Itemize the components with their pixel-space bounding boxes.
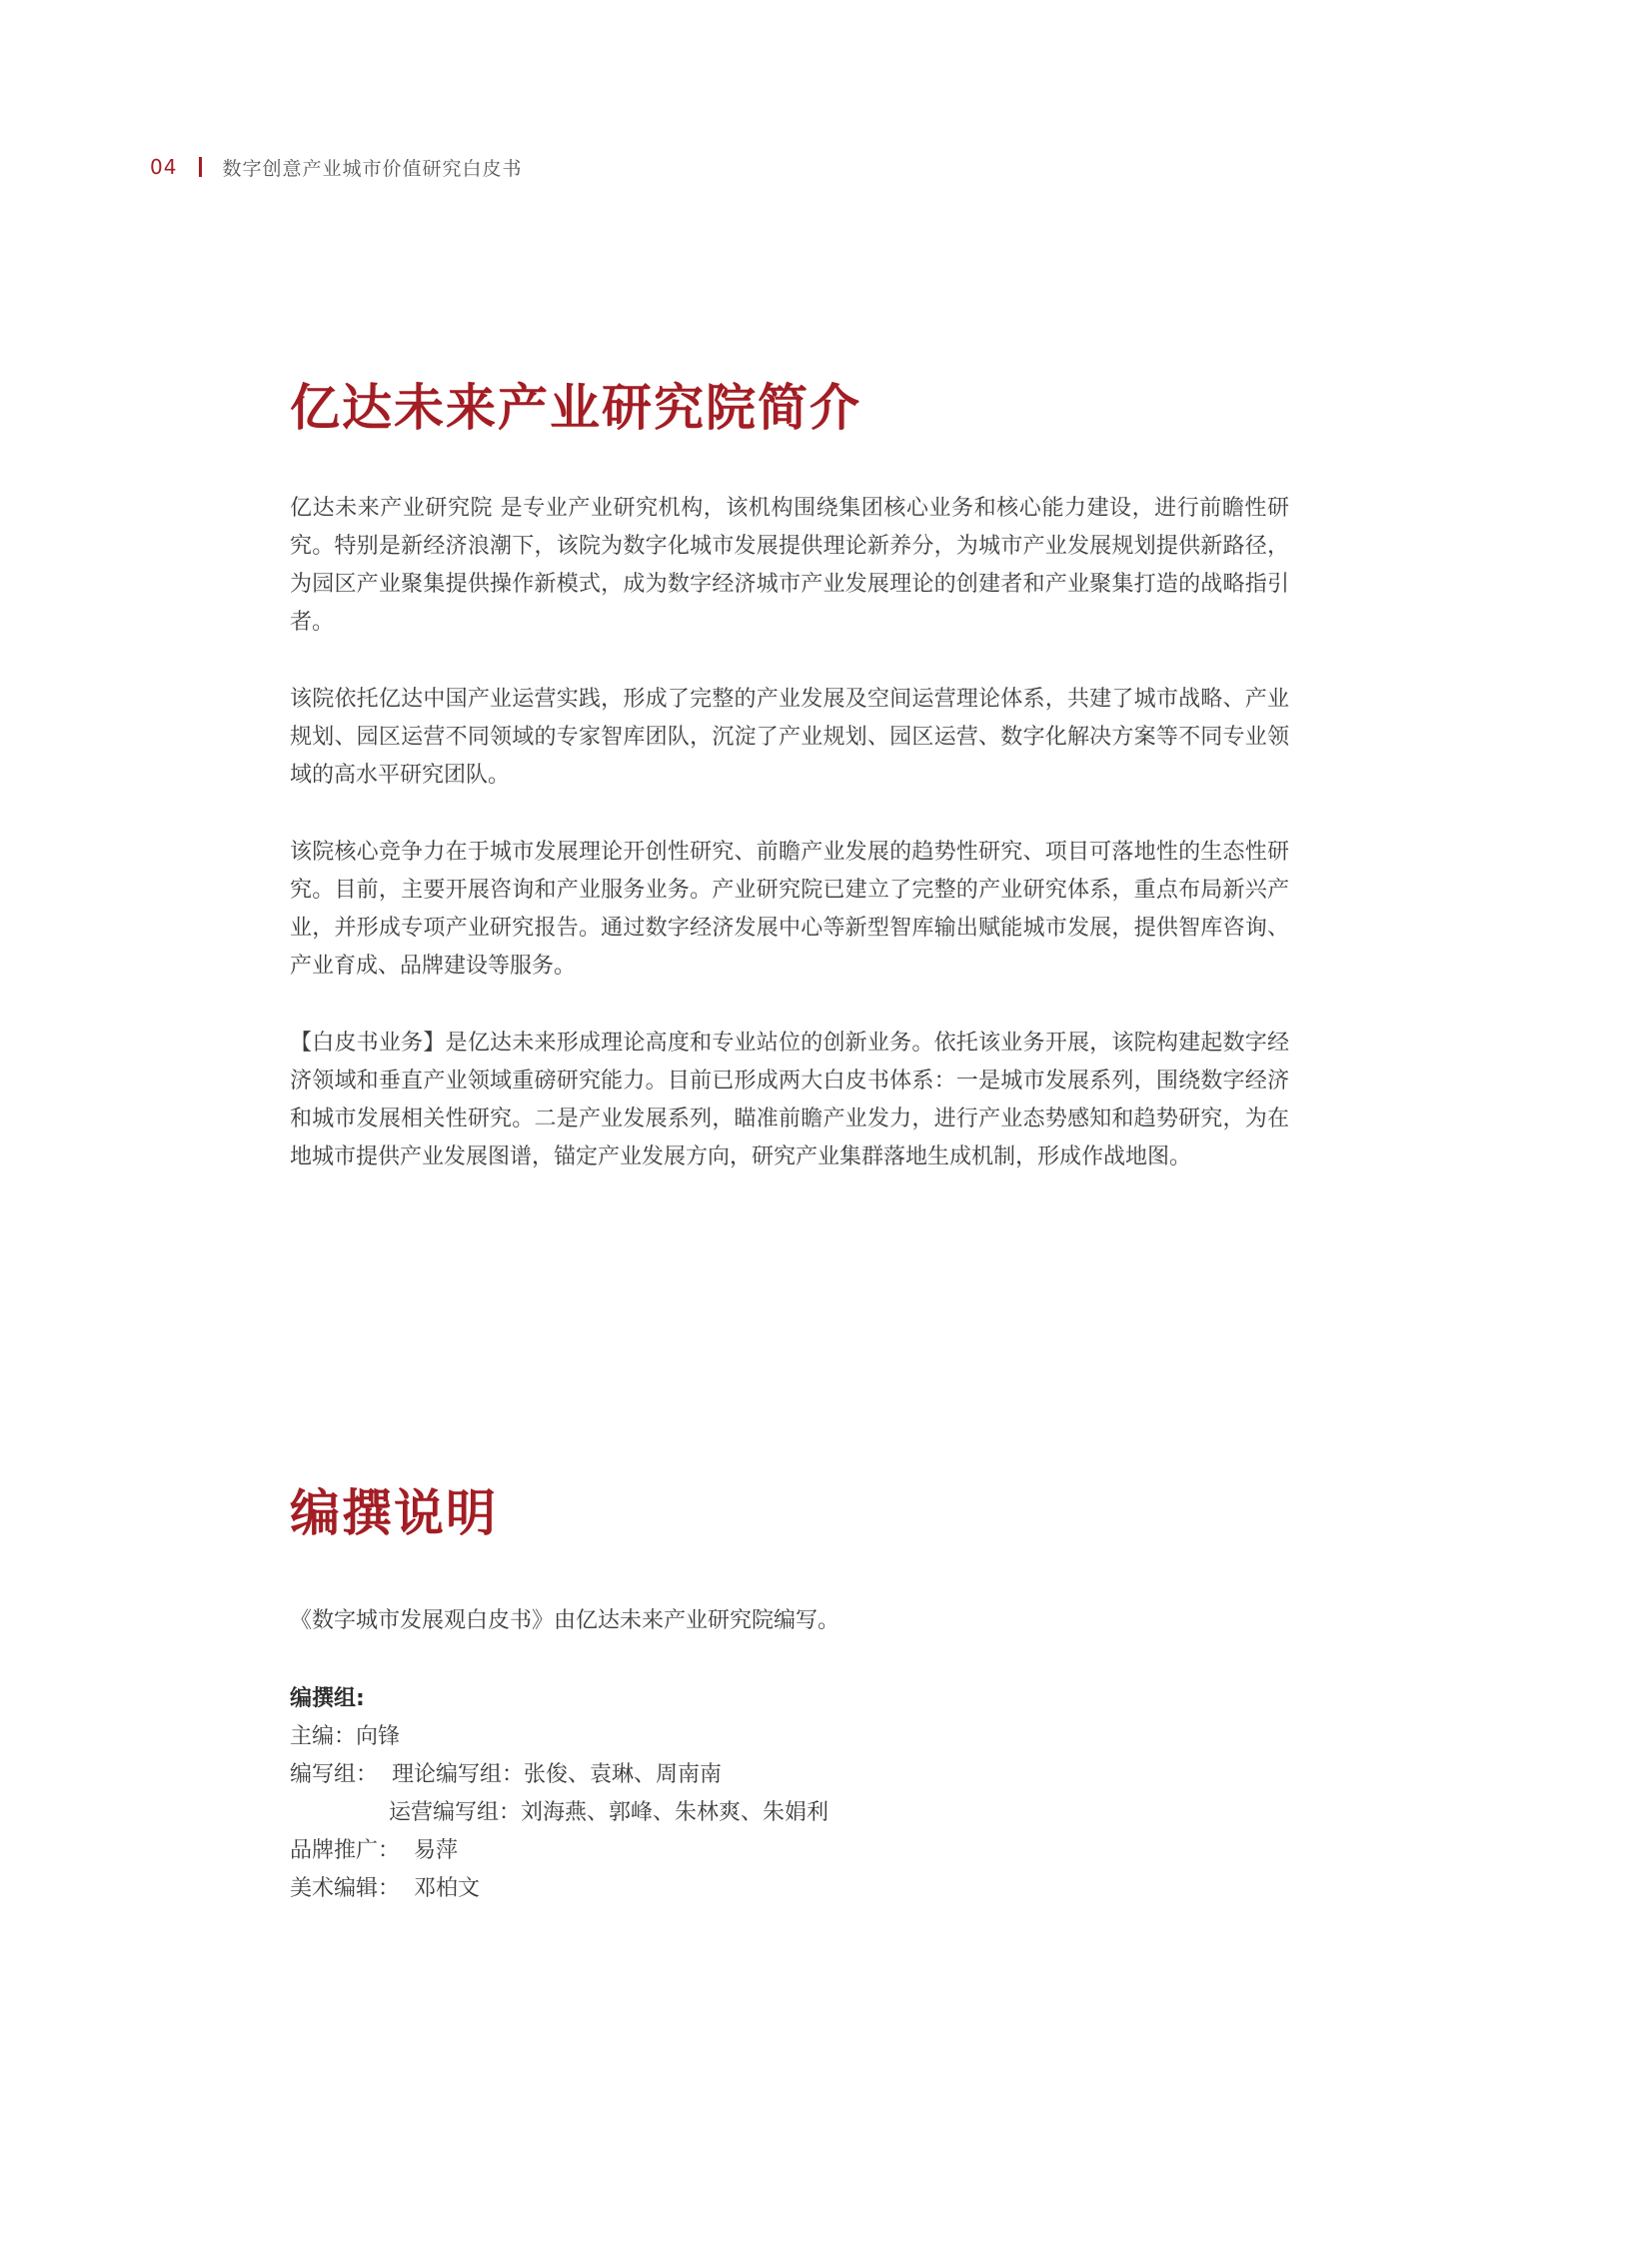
chief-editor-line: 主编：向锋: [290, 1724, 401, 1749]
writing-group-line: 编写组： 理论编写组：张俊、袁琳、周南南: [290, 1762, 722, 1787]
credits-list: [290, 1680, 1289, 1908]
page-number: 04: [150, 155, 178, 179]
operations-group-line: 运营编写组：刘海燕、郭峰、朱林爽、朱娟利: [389, 1800, 829, 1825]
credits-title: 编撰说明: [290, 1484, 498, 1542]
running-header: [150, 152, 522, 182]
intro-section: [290, 376, 1289, 1215]
header-divider: [199, 157, 202, 177]
intro-paragraph-4: 【白皮书业务】是亿达未来形成理论高度和专业站位的创新业务。依托该业务开展，该院构建起数字经济领域和垂直产业领域重磅研究能力。目前已形成两大白皮书体系：一是城市发展系列，围绕数字经济和城市发展相关性研究。二是产业发展系列，瞄准前瞻产业发力，进行产业态势感知和趋势研究，为在地城市提供产业发展图谱，锚定产业发展方向，研究产业集群落地生成机制，形成作战地图。: [290, 1031, 1289, 1169]
art-editor-line: 美术编辑： 邓柏文: [290, 1876, 480, 1901]
document-title: 数字创意产业城市价值研究白皮书: [222, 157, 523, 180]
intro-title: 亿达未来产业研究院简介: [290, 379, 861, 437]
editorial-group-heading: 编撰组:: [290, 1686, 365, 1711]
credits-lead: 《数字城市发展观白皮书》由亿达未来产业研究院编写。: [290, 1608, 840, 1633]
credits-section: [290, 1481, 1289, 1908]
intro-paragraph-3: 该院核心竞争力在于城市发展理论开创性研究、前瞻产业发展的趋势性研究、项目可落地性的生态性研究。目前，主要开展咨询和产业服务业务。产业研究院已建立了完整的产业研究体系，重点布局新兴产业，并形成专项产业研究报告。通过数字经济发展中心等新型智库输出赋能城市发展，提供智库咨询、产业育成、品牌建设等服务。: [290, 840, 1289, 979]
intro-paragraph-1: 亿达未来产业研究院 是专业产业研究机构，该机构围绕集团核心业务和核心能力建设，进行前瞻性研究。特别是新经济浪潮下，该院为数字化城市发展提供理论新养分，为城市产业发展规划提供新路径，为园区产业聚集提供操作新模式，成为数字经济城市产业发展理论的创建者和产业聚集打造的战略指引者。: [290, 496, 1289, 635]
brand-promotion-line: 品牌推广： 易萍: [290, 1838, 458, 1863]
intro-paragraph-2: 该院依托亿达中国产业运营实践，形成了完整的产业发展及空间运营理论体系，共建了城市战略、产业规划、园区运营不同领域的专家智库团队，沉淀了产业规划、园区运营、数字化解决方案等不同专业领域的高水平研究团队。: [290, 687, 1289, 788]
